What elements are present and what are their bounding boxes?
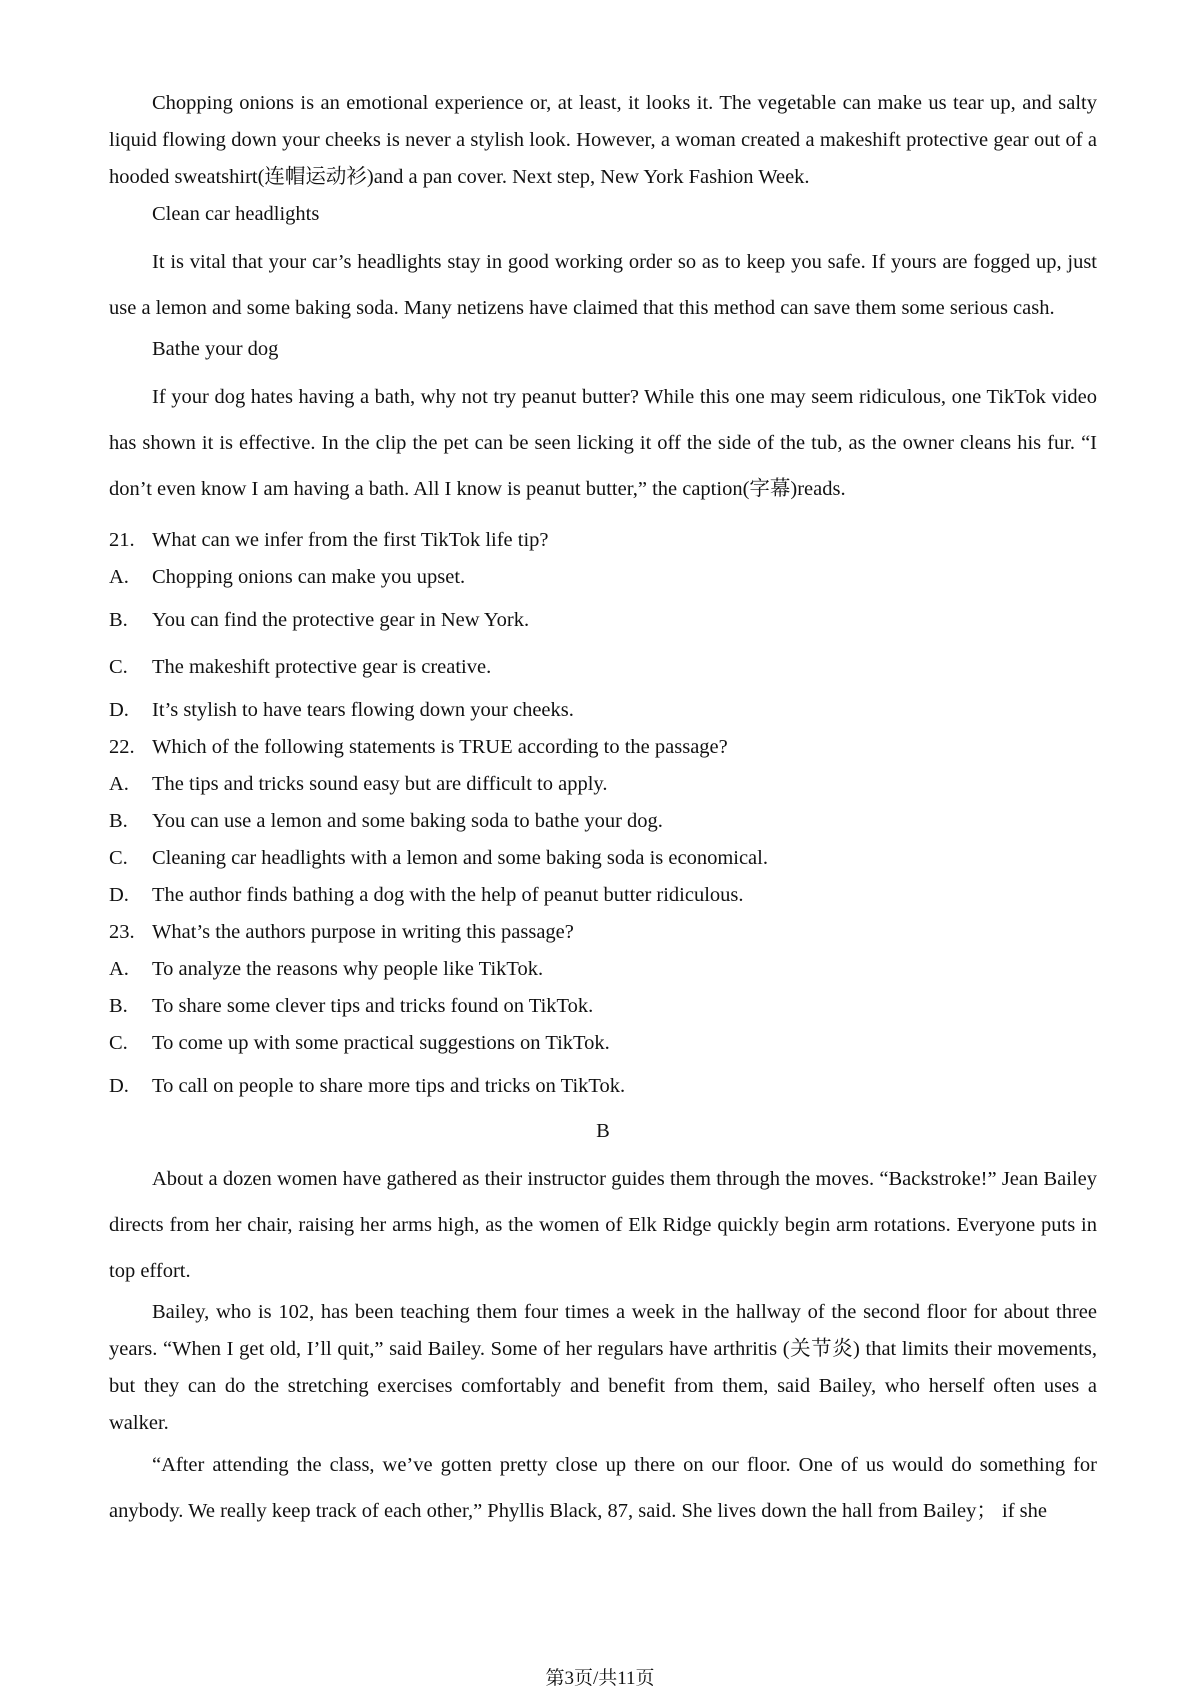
option-letter: A. <box>109 566 129 588</box>
option-letter: D. <box>109 884 129 906</box>
option-22-a <box>109 766 1097 803</box>
passage-b-paragraph-3: “After attending the class, we’ve gotten pretty close up there on our floor. One of us would do something for anybody. We really keep track of each other,” Phyllis Black, 87, said. She lives down the hall from Bailey； if she <box>109 1454 1097 1522</box>
option-text: To analyze the reasons why people like TikTok. <box>152 958 544 980</box>
question-text: What can we infer from the first TikTok life tip? <box>152 529 549 551</box>
option-23-a <box>109 951 1097 988</box>
option-letter: C. <box>109 847 128 869</box>
tip-heading-headlights: Clean car headlights <box>152 203 320 225</box>
option-text: It’s stylish to have tears flowing down your cheeks. <box>152 699 574 721</box>
passage-a-intro: Chopping onions is an emotional experience or, at least, it looks it. The vegetable can make us tear up, and salty liquid flowing down your cheeks is never a stylish look. However, a woman created a makeshift protective gear out of a hooded sweatshirt(连帽运动衫)and a pan cover. Next step, New York Fashion Week. <box>109 92 1097 188</box>
option-text: The author finds bathing a dog with the help of peanut butter ridiculous. <box>152 884 744 906</box>
question-text: What’s the authors purpose in writing this passage? <box>152 921 574 943</box>
tip-paragraph-dog: If your dog hates having a bath, why not try peanut butter? While this one may seem ridiculous, one TikTok video has shown it is effective. In the clip the pet can be seen licking it off the side of the tub, as the owner cleans his fur. “I don’t even know I am having a bath. All I know is peanut butter,” the caption(字幕)reads. <box>109 386 1097 500</box>
option-21-b <box>109 602 1097 639</box>
option-letter: A. <box>109 773 129 795</box>
option-text: Chopping onions can make you upset. <box>152 566 466 588</box>
option-letter: B. <box>109 995 128 1017</box>
option-text: The makeshift protective gear is creative. <box>152 656 492 678</box>
option-23-c <box>109 1025 1097 1062</box>
option-21-d <box>109 692 1097 729</box>
option-22-c <box>109 840 1097 877</box>
option-text: You can use a lemon and some baking soda to bathe your dog. <box>152 810 663 832</box>
question-23 <box>109 914 1097 951</box>
question-text: Which of the following statements is TRUE according to the passage? <box>152 736 728 758</box>
option-text: Cleaning car headlights with a lemon and some baking soda is economical. <box>152 847 768 869</box>
question-number: 21. <box>109 529 135 551</box>
option-text: The tips and tricks sound easy but are difficult to apply. <box>152 773 608 795</box>
option-text: You can find the protective gear in New York. <box>152 609 530 631</box>
tip-paragraph-headlights: It is vital that your car’s headlights stay in good working order so as to keep you safe. If yours are fogged up, just use a lemon and some baking soda. Many netizens have claimed that this method can save them some serious cash. <box>109 251 1097 319</box>
option-letter: C. <box>109 656 128 678</box>
option-letter: A. <box>109 958 129 980</box>
option-text: To come up with some practical suggestions on TikTok. <box>152 1032 610 1054</box>
tip-heading-dog: Bathe your dog <box>152 338 279 360</box>
page-number-footer: 第3页/共11页 <box>545 1668 655 1689</box>
page-content <box>109 85 1097 1534</box>
passage-b-title: B <box>596 1120 610 1142</box>
option-letter: C. <box>109 1032 128 1054</box>
option-22-d <box>109 877 1097 914</box>
option-21-a <box>109 559 1097 596</box>
option-letter: B. <box>109 810 128 832</box>
question-number: 22. <box>109 736 135 758</box>
option-23-b <box>109 988 1097 1025</box>
question-22 <box>109 729 1097 766</box>
option-letter: D. <box>109 1075 129 1097</box>
question-number: 23. <box>109 921 135 943</box>
option-22-b <box>109 803 1097 840</box>
option-letter: D. <box>109 699 129 721</box>
option-text: To share some clever tips and tricks found on TikTok. <box>152 995 594 1017</box>
option-text: To call on people to share more tips and tricks on TikTok. <box>152 1075 626 1097</box>
option-23-d <box>109 1068 1097 1105</box>
passage-b-paragraph-2: Bailey, who is 102, has been teaching them four times a week in the hallway of the second floor for about three years. “When I get old, I’ll quit,” said Bailey. Some of her regulars have arthritis (关节炎) that limits their movements, but they can do the stretching exercises comfortably and benefit from them, said Bailey, who herself often uses a walker. <box>109 1301 1097 1434</box>
option-letter: B. <box>109 609 128 631</box>
option-21-c <box>109 649 1097 686</box>
passage-b-paragraph-1: About a dozen women have gathered as their instructor guides them through the moves. “Backstroke!” Jean Bailey directs from her chair, raising her arms high, as the women of Elk Ridge quickly begin arm rotations. Everyone puts in top effort. <box>109 1168 1097 1282</box>
question-21 <box>109 522 1097 559</box>
